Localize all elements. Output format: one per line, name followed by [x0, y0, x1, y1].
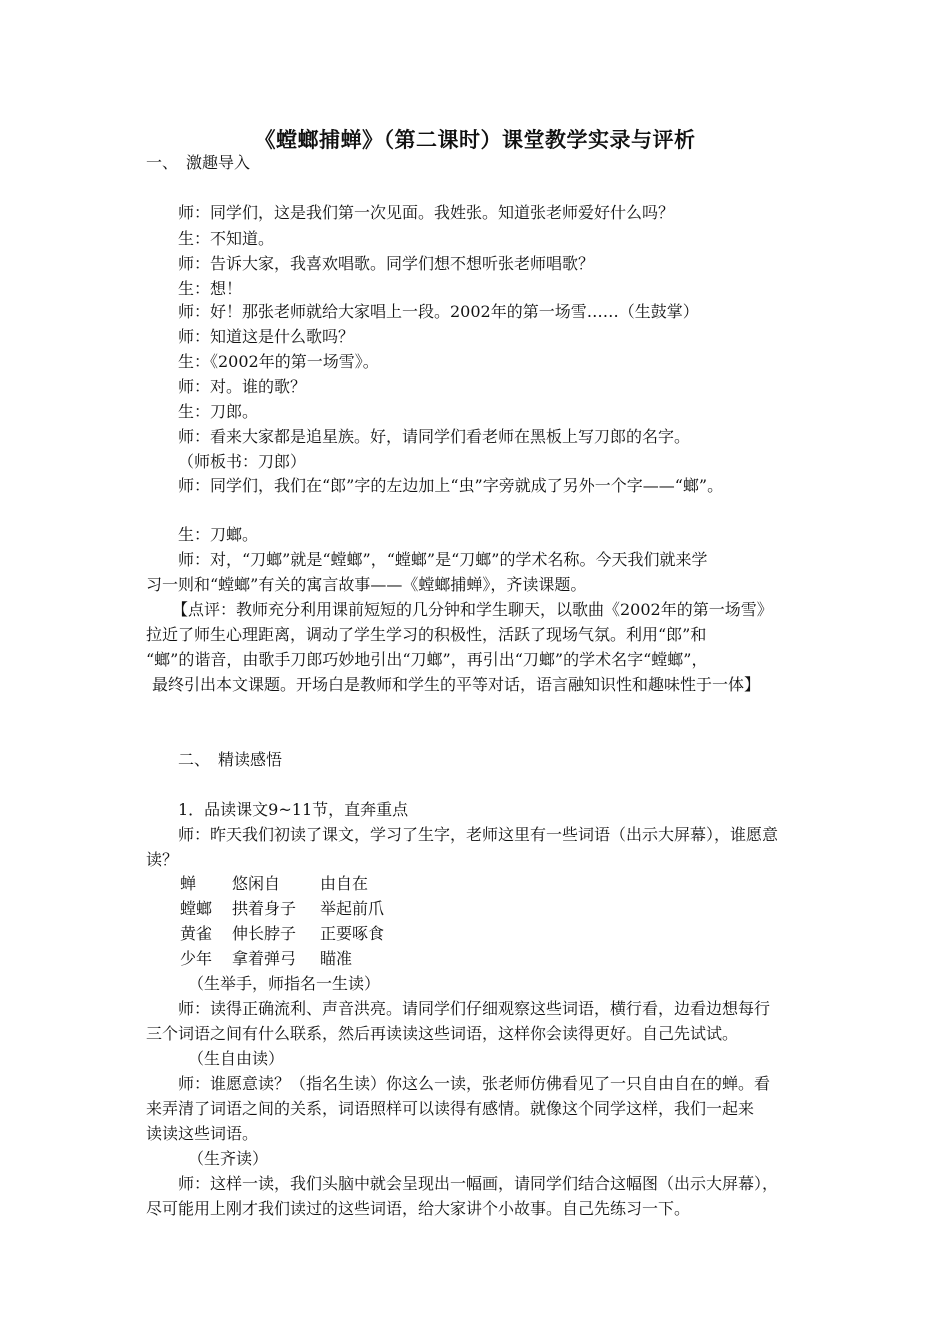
- dialogue-line: 师：昨天我们初读了课文，学习了生字，老师这里有一些词语（出示大屏幕），谁愿意: [178, 825, 779, 844]
- dialogue-line: （生齐读）: [188, 1149, 269, 1168]
- dialogue-line: 师：这样一读，我们头脑中就会呈现出一幅画，请同学们结合这幅图（出示大屏幕），: [178, 1174, 779, 1193]
- dialogue-line: （生举手，师指名一生读）: [188, 974, 381, 993]
- word-cell: 举起前爪: [320, 899, 385, 918]
- word-cell: 由自在: [320, 874, 369, 893]
- section-heading: 二、 精读感悟: [178, 750, 283, 769]
- word-cell: 黄雀: [180, 924, 213, 943]
- dialogue-line: 师：同学们，这是我们第一次见面。我姓张。知道张老师爱好什么吗？: [178, 203, 675, 222]
- dialogue-line: （师板书：刀郎）: [178, 452, 307, 471]
- word-cell: 拿着弹弓: [232, 949, 297, 968]
- comment-line: 【点评：教师充分利用课前短短的几分钟和学生聊天，以歌曲《2002年的第一场雪》: [172, 600, 773, 619]
- dialogue-line: 习一则和“螳螂”有关的寓言故事——《螳螂捕蝉》，齐读课题。: [146, 575, 587, 594]
- dialogue-line: 师：看来大家都是追星族。好，请同学们看老师在黑板上写刀郎的名字。: [178, 427, 691, 446]
- dialogue-line: 师：同学们，我们在“郎”字的左边加上“虫”字旁就成了另外一个字——“螂”。: [178, 476, 724, 495]
- dialogue-line: 尽可能用上刚才我们读过的这些词语，给大家讲个小故事。自己先练习一下。: [146, 1199, 691, 1218]
- comment-line: “螂”的谐音，由歌手刀郎巧妙地引出“刀螂”，再引出“刀螂”的学术名字“螳螂”，: [146, 650, 708, 669]
- word-cell: 蝉: [180, 874, 197, 893]
- dialogue-line: 生：刀郎。: [178, 402, 259, 421]
- dialogue-line: 师：告诉大家，我喜欢唱歌。同学们想不想听张老师唱歌？: [178, 254, 595, 273]
- word-cell: 拱着身子: [232, 899, 297, 918]
- word-row: [180, 874, 368, 894]
- dialogue-line: 师：读得正确流利、声音洪亮。请同学们仔细观察这些词语，横行看，边看边想每行: [178, 999, 771, 1018]
- word-cell: 少年: [180, 949, 213, 968]
- word-cell: 正要啄食: [320, 924, 385, 943]
- word-row: [180, 949, 352, 969]
- dialogue-line: 师：知道这是什么歌吗？: [178, 327, 355, 346]
- dialogue-line: 三个词语之间有什么联系，然后再读读这些词语，这样你会读得更好。自己先试试。: [146, 1024, 739, 1043]
- dialogue-line: 生：刀螂。: [178, 525, 259, 544]
- dialogue-line: 师：好！那张老师就给大家唱上一段。2002年的第一场雪……（生鼓掌）: [178, 302, 699, 321]
- comment-line: 最终引出本文课题。开场白是教师和学生的平等对话，语言融知识性和趣味性于一体】: [152, 675, 761, 694]
- dialogue-line: （生自由读）: [188, 1049, 285, 1068]
- dialogue-line: 来弄清了词语之间的关系，词语照样可以读得有感情。就像这个同学这样，我们一起来: [146, 1099, 755, 1118]
- subsection-heading: 1．品读课文9~11节，直奔重点: [178, 800, 409, 819]
- dialogue-line: 生：不知道。: [178, 229, 275, 248]
- word-row: [180, 924, 384, 944]
- dialogue-line: 师：谁愿意读？（指名生读）你这么一读，张老师仿佛看见了一只自由自在的蝉。看: [178, 1074, 771, 1093]
- comment-line: 拉近了师生心理距离，调动了学生学习的积极性，活跃了现场气氛。利用“郎”和: [146, 625, 707, 644]
- dialogue-line: 读？: [146, 850, 179, 869]
- dialogue-line: 读读这些词语。: [146, 1124, 259, 1143]
- word-cell: 瞄准: [320, 949, 353, 968]
- word-cell: 悠闲自: [232, 874, 281, 893]
- dialogue-line: 师：对。谁的歌？: [178, 377, 307, 396]
- document-title: 《螳螂捕蝉》（第二课时）课堂教学实录与评析: [254, 127, 696, 152]
- word-cell: 螳螂: [180, 899, 213, 918]
- section-heading: 一、 激趣导入: [146, 153, 251, 172]
- dialogue-line: 师：对，“刀螂”就是“螳螂”，“螳螂”是“刀螂”的学术名称。今天我们就来学: [178, 550, 708, 569]
- word-cell: 伸长脖子: [232, 924, 297, 943]
- dialogue-line: 生：想！: [178, 279, 243, 298]
- word-row: [180, 899, 384, 919]
- dialogue-line: 生：《2002年的第一场雪》。: [178, 352, 379, 371]
